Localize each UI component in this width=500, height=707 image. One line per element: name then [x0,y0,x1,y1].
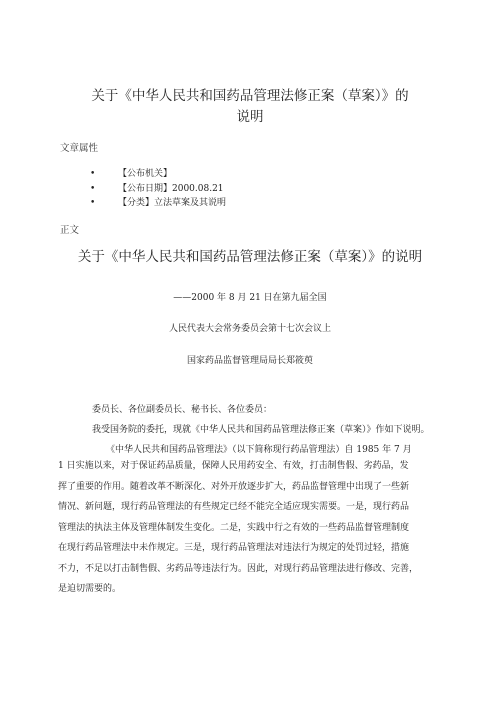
bullet-icon: • [90,183,96,194]
attributes-label: 文章属性 [60,143,99,154]
meeting-line-1: ——2000 年 8 月 21 日在第九届全国 [173,293,327,303]
bullet-icon: • [90,198,96,208]
document-title-line2: 说明 [236,109,264,125]
attribute-text: 【公布日期】2000.08.21 [118,183,224,194]
meeting-line-2: 人民代表大会常务委员会第十七次会议上 [168,324,331,334]
body-paragraph [58,456,450,600]
attribute-item [90,196,226,211]
attribute-item [90,182,226,197]
attribute-text: 【公布机关】 [118,169,173,179]
intro-paragraph: 我受国务院的委托，现就《中华人民共和国药品管理法修正案（草案）》作如下说明。 [92,425,430,435]
salutation: 委员长、各位副委员长、秘书长、各位委员： [92,405,273,415]
paragraph-line: 在现行药品管理法中未作规定。三是，现行药品管理法对违法行为规定的处罚过轻，措施 [58,543,410,553]
article-heading: 关于《中华人民共和国药品管理法修正案（草案）》的说明 [77,249,423,265]
document-title-line1: 关于《中华人民共和国药品管理法修正案（草案）》的 [91,88,409,104]
attribute-text: 【分类】立法草案及其说明 [118,198,227,208]
paragraph-line: 情况、新问题，现行药品管理法的有些规定已经不能完全适应现实需要。一是，现行药品 [58,502,410,512]
attributes-list [90,167,226,211]
paragraph-line: 挥了重要的作用。随着改革不断深化、对外开放逐步扩大，药品监督管理中出现了一些新 [58,481,410,492]
paragraph-line: 管理法的执法主体及管理体制发生变化。二是，实践中行之有效的一些药品监督管理制度 [58,522,410,533]
body-label: 正文 [60,225,80,236]
attribute-item [90,167,226,182]
speaker-line: 国家药品监督管理局局长郑筱萸 [186,356,313,366]
paragraph-line: 1 日实施以来，对于保证药品质量，保障人民用药安全、有效，打击制售假、劣药品，发 [58,461,409,471]
paragraph-first-line: 《中华人民共和国药品管理法》（以下简称现行药品管理法）自 1985 年 7 月 [106,445,412,455]
paragraph-line: 不力，不足以打击制售假、劣药品等违法行为。因此，对现行药品管理法进行修改、完善， [58,563,419,574]
paragraph-line: 是迫切需要的。 [58,584,122,594]
bullet-icon: • [90,169,96,179]
